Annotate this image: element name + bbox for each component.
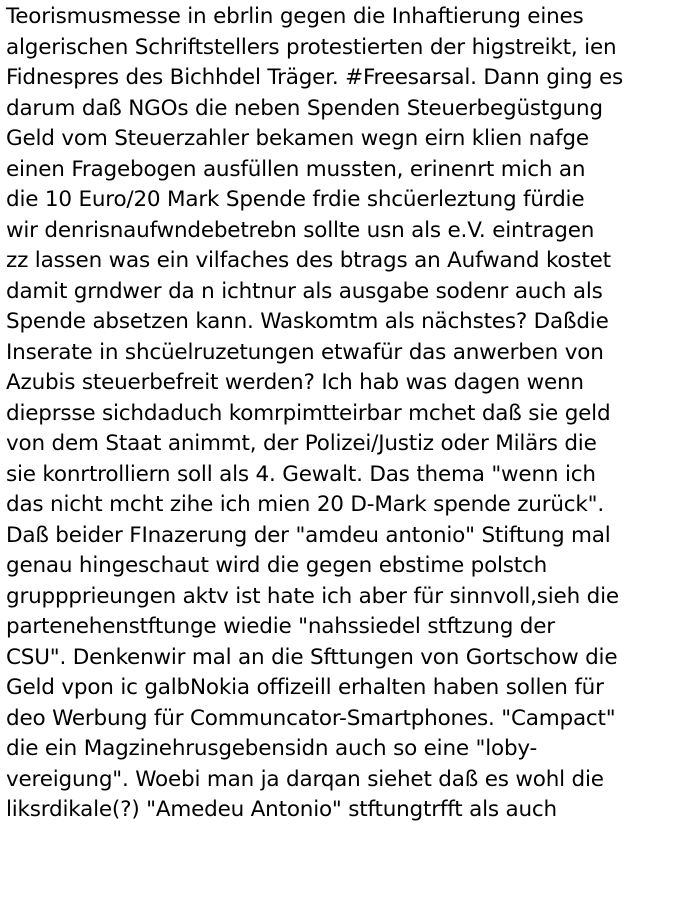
text-line: das nicht mcht zihe ich mien 20 D-Mark spende zurück". — [6, 492, 604, 517]
text-line: CSU". Denkenwir mal an die Sfttungen von Gortschow die — [6, 644, 618, 670]
text-line: Geld vpon ic galbNokia offizeill erhalten haben sollen für — [6, 675, 604, 700]
text-line: Fidnespres des Bichhdel Träger. #Freesarsal. Dann ging es — [6, 65, 623, 90]
text-line: die 10 Euro/20 Mark Spende frdie shcüerleztung fürdie — [6, 187, 585, 212]
text-line: von dem Staat animmt, der Polizei/Justiz oder Milärs die — [6, 431, 597, 456]
text-line: sie konrtrolliern soll als 4. Gewalt. Das thema "wenn ich — [6, 461, 596, 487]
text-line: algerischen Schriftstellers protestierten der higstreikt, ien — [6, 34, 617, 60]
text-line: die ein Magzinehrusgebensidn auch so eine "loby- — [6, 736, 538, 761]
text-line: liksrdikale(?) "Amedeu Antonio" stftungtrfft als auch — [6, 797, 557, 822]
text-line: partenehenstftunge wiedie "nahssiedel stftzung der — [6, 614, 555, 639]
text-line: Geld vom Steuerzahler bekamen wegn eirn klien nafge — [6, 126, 589, 151]
text-line: deo Werbung für Communcator-Smartphones. "Campact" — [6, 705, 616, 731]
text-line: Daß beider FInazerung der "amdeu antonio" Stiftung mal — [6, 522, 611, 548]
text-line: damit grndwer da n ichtnur als ausgabe sodenr auch als — [6, 278, 603, 304]
text-line: gruppprieungen aktv ist hate ich aber für sinnvoll,sieh die — [6, 583, 619, 609]
text-line: dieprsse sichdaduch komrpimtteirbar mchet daß sie geld — [6, 400, 611, 426]
text-line: darum daß NGOs die neben Spenden Steuerbegüstgung — [6, 95, 603, 121]
text-line: einen Fragebogen ausfüllen mussten, erinenrt mich an — [6, 156, 586, 182]
document-text — [6, 2, 684, 826]
text-line: zz lassen was ein vilfaches des btrags an Aufwand kostet — [6, 248, 611, 273]
text-line: vereigung". Woebi man ja darqan siehet daß es wohl die — [6, 766, 604, 792]
text-line: wir denrisnaufwndebetrebn sollte usn als e.V. eintragen — [6, 217, 595, 243]
text-line: Azubis steuerbefreit werden? Ich hab was dagen wenn — [6, 370, 584, 395]
text-line: Inserate in shcüelruzetungen etwafür das anwerben von — [6, 339, 604, 365]
text-line: genau hingeschaut wird die gegen ebstime polstch — [6, 553, 548, 578]
text-line: Teorismusmesse in ebrlin gegen die Inhaftierung eines — [6, 4, 584, 29]
text-line: Spende absetzen kann. Waskomtm als nächstes? Daßdie — [6, 309, 609, 334]
